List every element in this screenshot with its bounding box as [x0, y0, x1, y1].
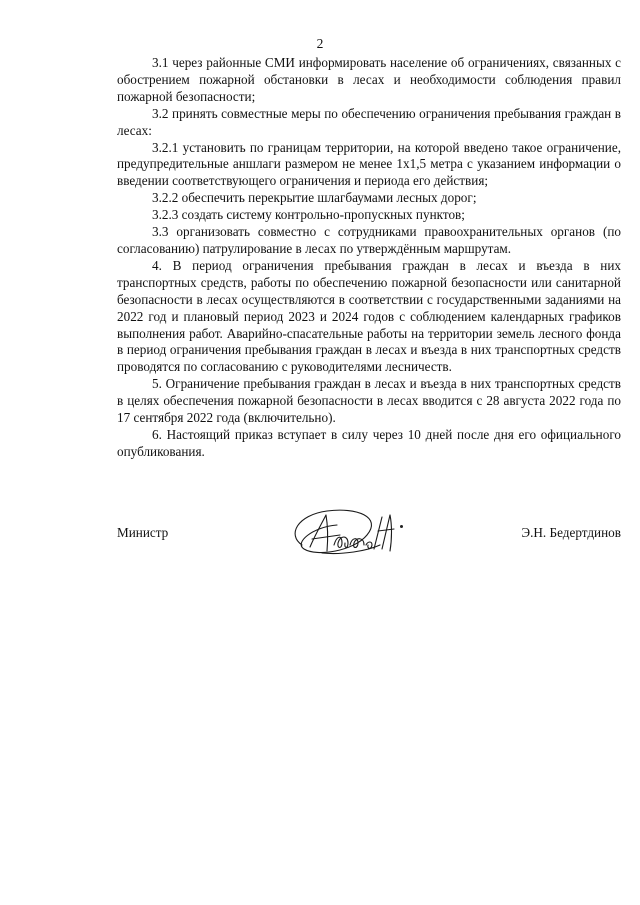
document-body — [117, 55, 621, 461]
signer-title: Министр — [117, 525, 169, 540]
signature-block — [117, 505, 621, 565]
paragraph-3-2-1: 3.2.1 установить по границам территории, на которой введено такое ограничение, предупредительные аншлаги размером не менее 1х1,5 метра с указанием информации о введении соответствующего ограничения и периода его действия; — [117, 139, 621, 189]
paragraph-3-3: 3.3 организовать совместно с сотрудниками правоохранительных органов (по согласованию) патрулирование в лесах по утверждённым маршрутам. — [117, 224, 621, 256]
paragraph-5: 5. Ограничение пребывания граждан в лесах и въезда в них транспортных средств в целях обеспечения пожарной безопасности в лесах вводится с 28 августа 2022 года по 17 сентября 2022 года (включительно). — [117, 376, 621, 426]
paragraph-3-1: 3.1 через районные СМИ информировать население об ограничениях, связанных с обострением пожарной обстановки в лесах и необходимости соблюдения правил пожарной безопасности; — [117, 55, 621, 104]
signature-dot — [400, 525, 403, 528]
page-number: 2 — [316, 36, 324, 51]
handwritten-signature — [282, 505, 412, 565]
paragraph-3-2: 3.2 принять совместные меры по обеспечению ограничения пребывания граждан в лесах: — [117, 105, 621, 138]
paragraph-4: 4. В период ограничения пребывания граждан в лесах и въезда в них транспортных средств, работы по обеспечению пожарной безопасности или санитарной безопасности в лесах осуществляются в соответствии с государственными заданиями на 2022 год и плановый период 2023 и 2024 годов с соблюдением календарных графиков выполнения работ. Аварийно-спасательные работы на территории земель лесного фонда в период ограничения пребывания граждан в лесах и въезда в них транспортных средств проводятся по согласованию с руководителями лесничеств. — [117, 257, 621, 375]
paragraph-3-2-2: 3.2.2 обеспечить перекрытие шлагбаумами лесных дорог; — [152, 190, 477, 206]
paragraph-6: 6. Настоящий приказ вступает в силу через 10 дней после дня его официального опубликования. — [117, 426, 621, 459]
paragraph-3-2-3: 3.2.3 создать систему контрольно-пропускных пунктов; — [152, 207, 465, 223]
signer-name: Э.Н. Бедертдинов — [521, 525, 621, 540]
